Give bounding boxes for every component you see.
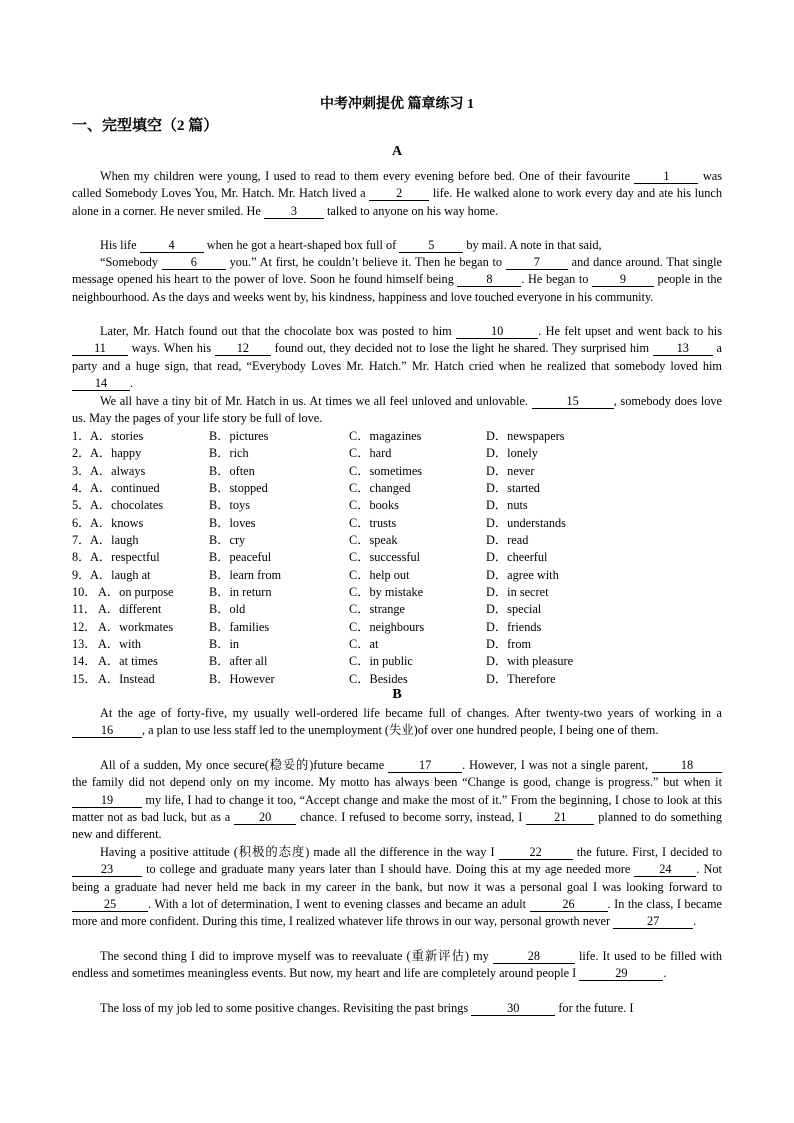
blank-9[interactable]: 9 xyxy=(592,273,654,287)
option-d[interactable]: D．nuts xyxy=(486,498,528,513)
option-c[interactable]: C．magazines xyxy=(349,429,422,443)
blank-26[interactable]: 26 xyxy=(530,898,608,912)
option-d[interactable]: D．started xyxy=(486,481,540,496)
question-number: 1． xyxy=(72,429,91,443)
question-number: 9． xyxy=(72,567,91,582)
option-c[interactable]: C．trusts xyxy=(349,515,397,530)
question-row xyxy=(72,532,722,549)
question-row xyxy=(72,515,722,532)
option-c[interactable]: C．at xyxy=(349,637,379,652)
blank-1[interactable]: 1 xyxy=(634,170,698,184)
option-c[interactable]: C．books xyxy=(349,498,399,513)
passage-b-title: B xyxy=(392,687,402,702)
blank-10[interactable]: 10 xyxy=(456,325,538,339)
option-c[interactable]: C．successful xyxy=(349,550,421,565)
question-row xyxy=(72,636,722,653)
question-number: 3． xyxy=(72,463,91,478)
question-number: 2． xyxy=(72,446,91,461)
passage-a-paragraph-1: When my children were young, I used to read to them every evening before bed. One of their favourite 1 was called Somebody Loves You, Mr. Hatch. Mr. Hatch lived a 2 life. He walked alone to work every day and ate his lunch alone in a corner. He never smiled. He 3 talked to anyone on his way home. xyxy=(72,169,723,218)
option-d[interactable]: D．agree with xyxy=(486,567,559,582)
option-a[interactable]: A．at times xyxy=(98,654,158,669)
option-c[interactable]: C．Besides xyxy=(349,671,408,686)
option-c[interactable]: C．by mistake xyxy=(349,585,424,600)
option-b[interactable]: B．However xyxy=(209,671,275,686)
option-c[interactable]: C．help out xyxy=(349,567,410,582)
passage-b-paragraph-3: Having a positive attitude (积极的态度) made all the difference in the way I 22 the future. First, I decided to 23 to college and graduate many years later than I should have. Doing this at my age needed more 24 . Not being a graduate had never held me back in my career in the bank, but now it was a personal goal I was looking forward to 25 . With a lot of determination, I went to evening classes and became an adult 26 . In the class, I became more and more confident. During this time, I realized whatever life throws in our way, personal growth never 27 . xyxy=(72,845,722,929)
option-c[interactable]: C．hard xyxy=(349,446,392,461)
option-b[interactable]: B．families xyxy=(209,619,270,634)
option-d[interactable]: D．cheerful xyxy=(486,550,548,565)
option-d[interactable]: D．from xyxy=(486,637,532,652)
option-b[interactable]: B．loves xyxy=(209,515,256,530)
blank-15[interactable]: 15 xyxy=(532,395,614,409)
blank-14[interactable]: 14 xyxy=(72,377,130,391)
option-a[interactable]: A．different xyxy=(98,602,162,617)
option-b[interactable]: B．often xyxy=(209,463,255,478)
blank-29[interactable]: 29 xyxy=(579,967,663,981)
blank-21[interactable]: 21 xyxy=(526,811,594,825)
blank-3[interactable]: 3 xyxy=(264,205,324,219)
question-row xyxy=(72,445,722,462)
question-row xyxy=(72,480,722,497)
question-row xyxy=(72,601,722,618)
option-b[interactable]: B．toys xyxy=(209,498,250,513)
blank-24[interactable]: 24 xyxy=(634,863,696,877)
blank-11[interactable]: 11 xyxy=(72,342,128,356)
question-row xyxy=(72,653,722,670)
option-d[interactable]: D．in secret xyxy=(486,585,549,600)
option-d[interactable]: D．newspapers xyxy=(486,429,565,443)
passage-a-paragraph-3: “Somebody 6 you.” At first, he couldn’t believe it. Then he began to 7 and dance around. That single message opened his heart to the power of love. Soon he found himself being 8 . He began to 9 people in the neighbourhood. As the days and weeks went by, his kindness, happiness and love touched everyone in his community. xyxy=(72,255,722,304)
blank-7[interactable]: 7 xyxy=(506,256,568,270)
section-title: 一、完型填空（2 篇） xyxy=(72,118,219,134)
option-d[interactable]: D．with pleasure xyxy=(486,654,574,669)
option-c[interactable]: C．neighbours xyxy=(349,619,425,634)
passage-a-paragraph-5: We all have a tiny bit of Mr. Hatch in us. At times we all feel unloved and unlovable. 15 , somebody does love us. May the pages of your life story be full of love. xyxy=(72,394,723,426)
question-row xyxy=(72,549,722,566)
options-list-a xyxy=(72,428,722,688)
passage-b-paragraph-2: All of a sudden, My once secure(稳妥的)future became 17 . However, I was not a single parent, 18 the family did not depend only on my income. My motto has always been “Change is good, change is progress.” but when it 19 my life, I had to change it too, “Accept change and make the most of it.” From the beginning, I chose to look at this matter not as bad luck, but as a 20 chance. I refused to become sorry, instead, I 21 planned to do something new and different. xyxy=(72,758,722,842)
document-title: 中考冲刺提优 篇章练习 1 xyxy=(320,97,474,112)
blank-6[interactable]: 6 xyxy=(162,256,226,270)
question-row xyxy=(72,428,722,445)
blank-12[interactable]: 12 xyxy=(215,342,271,356)
blank-30[interactable]: 30 xyxy=(471,1002,555,1016)
option-a[interactable]: A．laugh xyxy=(90,533,139,548)
option-d[interactable]: D．friends xyxy=(486,619,542,634)
question-number: 6． xyxy=(72,515,91,530)
question-number: 13． xyxy=(72,637,97,652)
option-c[interactable]: C．in public xyxy=(349,654,413,669)
option-a[interactable]: A．stories xyxy=(90,429,144,443)
question-number: 10． xyxy=(72,585,97,600)
blank-18[interactable]: 18 xyxy=(652,759,722,773)
option-a[interactable]: A．respectful xyxy=(90,550,160,565)
option-d[interactable]: D．never xyxy=(486,463,535,478)
passage-b-paragraph-5: The loss of my job led to some positive changes. Revisiting the past brings 30 for the future. I xyxy=(100,1001,634,1015)
option-a[interactable]: A．knows xyxy=(90,515,144,530)
question-number: 4． xyxy=(72,481,91,496)
blank-8[interactable]: 8 xyxy=(457,273,521,287)
question-number: 11． xyxy=(72,602,97,617)
blank-4[interactable]: 4 xyxy=(140,239,204,253)
option-d[interactable]: D．understands xyxy=(486,515,566,530)
blank-22[interactable]: 22 xyxy=(499,846,573,860)
option-a[interactable]: A．laugh at xyxy=(90,567,151,582)
passage-a-paragraph-4: Later, Mr. Hatch found out that the chocolate box was posted to him 10 . He felt upset and went back to his 11 ways. When his 12 found out, they decided not to lose the light he shared. They surprised him 13 a party and a huge sign, that read, “Everybody Loves Mr. Hatch.” Mr. Hatch cried when he realized that somebody loved him 14 . xyxy=(72,324,722,390)
option-d[interactable]: D．lonely xyxy=(486,446,538,461)
question-number: 15． xyxy=(72,671,97,686)
option-d[interactable]: D．special xyxy=(486,602,542,617)
option-a[interactable]: A．chocolates xyxy=(90,498,164,513)
option-b[interactable]: B．learn from xyxy=(209,567,282,582)
option-b[interactable]: B．cry xyxy=(209,533,246,548)
option-d[interactable]: D．read xyxy=(486,533,529,548)
option-c[interactable]: C．sometimes xyxy=(349,463,423,478)
question-number: 5． xyxy=(72,498,91,513)
question-number: 14． xyxy=(72,654,97,669)
option-d[interactable]: D．Therefore xyxy=(486,671,556,686)
option-b[interactable]: B．peaceful xyxy=(209,550,272,565)
passage-b-paragraph-4: The second thing I did to improve myself was to reevaluate (重新评估) my 28 life. It used to be filled with endless and sometimes meaningless events. But now, my heart and life are completely around people I 29 . xyxy=(72,949,723,981)
question-row xyxy=(72,567,722,584)
option-c[interactable]: C．changed xyxy=(349,481,411,496)
question-number: 8． xyxy=(72,550,91,565)
option-b[interactable]: B．stopped xyxy=(209,481,268,496)
blank-2[interactable]: 2 xyxy=(369,187,429,201)
blank-17[interactable]: 17 xyxy=(388,759,462,773)
blank-23[interactable]: 23 xyxy=(72,863,142,877)
blank-5[interactable]: 5 xyxy=(399,239,463,253)
option-a[interactable]: A．workmates xyxy=(98,619,174,634)
blank-28[interactable]: 28 xyxy=(493,950,575,964)
question-row xyxy=(72,619,722,636)
option-a[interactable]: A．always xyxy=(90,463,146,478)
option-b[interactable]: B．old xyxy=(209,602,246,617)
question-row xyxy=(72,671,722,688)
option-b[interactable]: B．rich xyxy=(209,446,249,461)
question-row xyxy=(72,584,722,601)
blank-16[interactable]: 16 xyxy=(72,724,142,738)
option-b[interactable]: B．in xyxy=(209,637,240,652)
option-b[interactable]: B．in return xyxy=(209,585,272,600)
option-a[interactable]: A．continued xyxy=(90,481,160,496)
option-b[interactable]: B．pictures xyxy=(209,429,269,443)
option-c[interactable]: C．speak xyxy=(349,533,398,548)
passage-b-paragraph-1: At the age of forty-five, my usually well-ordered life became full of changes. After twenty-two years of working in a 16 , a plan to use less staff led to the unemployment (失业)of over one hundred people, I being one of them. xyxy=(72,705,722,740)
question-row xyxy=(72,497,722,514)
question-number: 7． xyxy=(72,533,91,548)
option-c[interactable]: C．strange xyxy=(349,602,406,617)
option-a[interactable]: A．Instead xyxy=(98,671,155,686)
option-a[interactable]: A．happy xyxy=(90,446,142,461)
blank-19[interactable]: 19 xyxy=(72,794,142,808)
blank-20[interactable]: 20 xyxy=(234,811,296,825)
blank-27[interactable]: 27 xyxy=(613,915,693,929)
option-b[interactable]: B．after all xyxy=(209,654,268,669)
passage-a-paragraph-2: His life 4 when he got a heart-shaped box full of 5 by mail. A note in that said, xyxy=(100,238,602,252)
blank-25[interactable]: 25 xyxy=(72,898,148,912)
question-row xyxy=(72,463,722,480)
blank-13[interactable]: 13 xyxy=(653,342,713,356)
passage-a-title: A xyxy=(391,144,403,159)
option-a[interactable]: A．with xyxy=(98,637,142,652)
question-number: 12． xyxy=(72,619,97,634)
option-a[interactable]: A．on purpose xyxy=(98,585,174,600)
